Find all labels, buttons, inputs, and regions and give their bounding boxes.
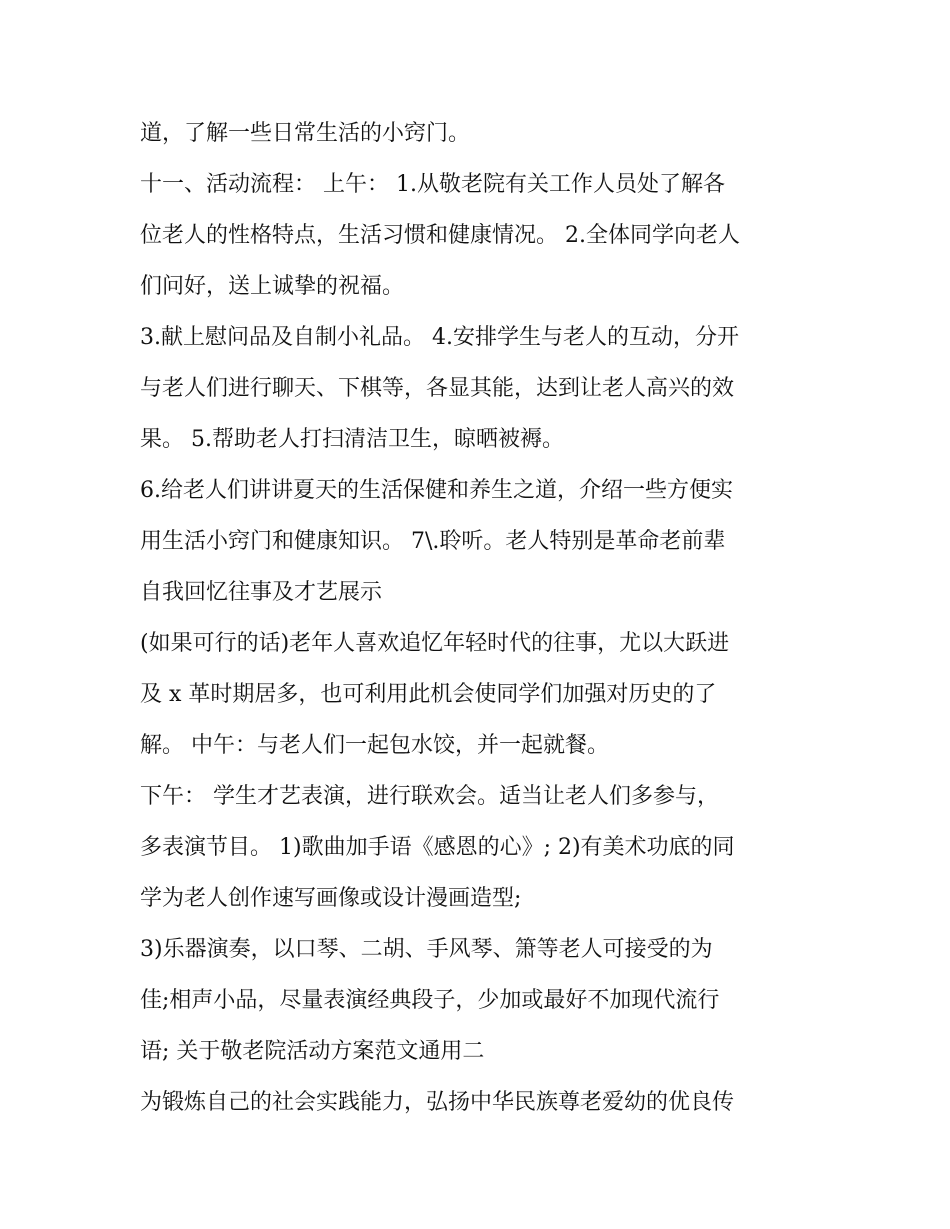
text-line: 3.献上慰问品及自制小礼品。 4.安排学生与老人的互动，分开 bbox=[140, 325, 739, 350]
text-line: 多表演节目。 1)歌曲加手语《感恩的心》; 2)有美术功底的同 bbox=[140, 835, 735, 860]
text-line: 3)乐器演奏，以口琴、二胡、手风琴、箫等老人可接受的为 bbox=[140, 937, 713, 962]
document-body bbox=[140, 108, 820, 1128]
text-line: 们问好，送上诚挚的祝福。 bbox=[140, 274, 405, 299]
text-line: 为锻炼自己的社会实践能力，弘扬中华民族尊老爱幼的优良传 bbox=[140, 1090, 735, 1115]
text-line: 语; 关于敬老院活动方案范文通用二 bbox=[140, 1039, 485, 1064]
text-line: 与老人们进行聊天、下棋等，各显其能，达到让老人高兴的效 bbox=[140, 376, 735, 401]
text-line: 位老人的性格特点，生活习惯和健康情况。 2.全体同学向老人 bbox=[140, 223, 740, 248]
text-line: (如果可行的话)老年人喜欢追忆年轻时代的往事，尤以大跃进 bbox=[140, 631, 730, 656]
text-line: 学为老人创作速写画像或设计漫画造型; bbox=[140, 886, 522, 911]
text-line: 果。 5.帮助老人打扫清洁卫生，晾晒被褥。 bbox=[140, 427, 564, 452]
text-line: 自我回忆往事及才艺展示 bbox=[140, 580, 383, 605]
text-line: 用生活小窍门和健康知识。 7\.聆听。老人特别是革命老前辈 bbox=[140, 529, 726, 554]
text-line: 解。 中午：与老人们一起包水饺，并一起就餐。 bbox=[140, 733, 609, 758]
text-line: 6.给老人们讲讲夏天的生活保健和养生之道，介绍一些方便实 bbox=[140, 478, 733, 503]
text-line: 道，了解一些日常生活的小窍门。 bbox=[140, 121, 471, 146]
text-line: 佳;相声小品，尽量表演经典段子，少加或最好不加现代流行 bbox=[140, 988, 720, 1013]
text-line: 下午： 学生才艺表演，进行联欢会。适当让老人们多参与， bbox=[140, 784, 719, 809]
text-line: 十一、活动流程： 上午： 1.从敬老院有关工作人员处了解各 bbox=[140, 172, 725, 197]
text-line: 及 x 革时期居多，也可利用此机会使同学们加强对历史的了 bbox=[140, 682, 717, 707]
